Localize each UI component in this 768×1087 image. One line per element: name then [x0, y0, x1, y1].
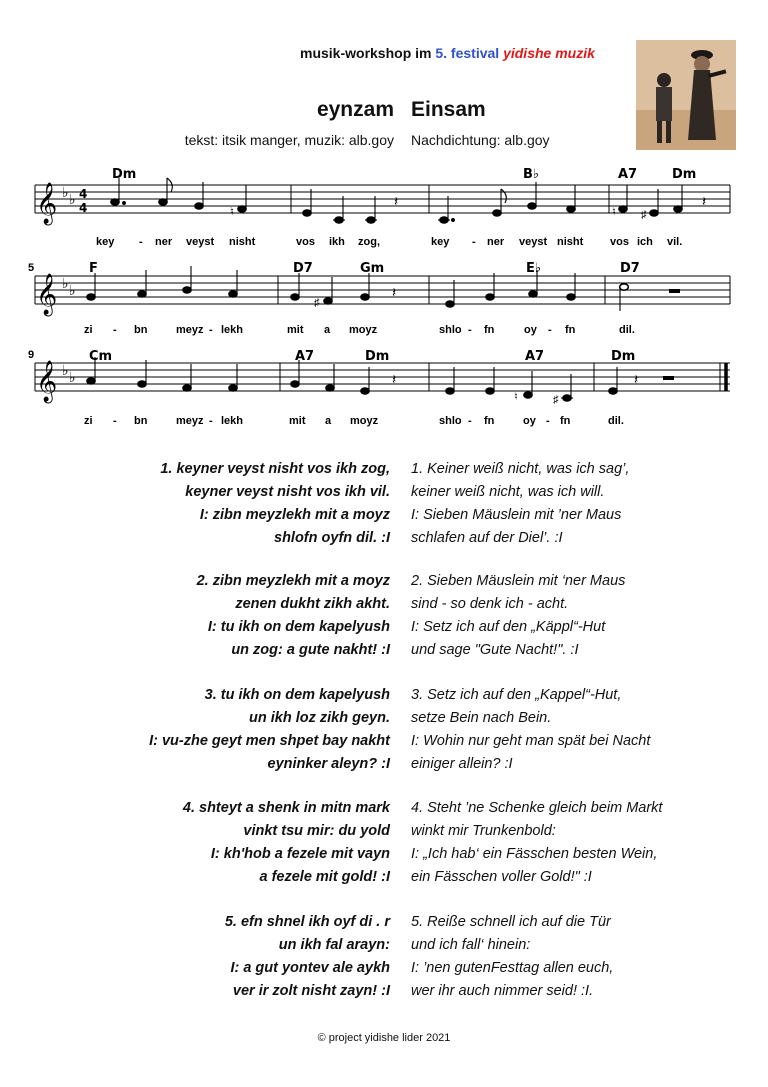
- note: [361, 388, 370, 394]
- note: [609, 388, 618, 394]
- verse-line: shlofn oyfn dil. :I: [274, 530, 390, 546]
- verse-line: keiner weiß nicht, was ich will.: [411, 484, 605, 500]
- note: [183, 385, 192, 391]
- verse-2-yiddish: [120, 570, 390, 662]
- flat-icon: ♭: [62, 185, 69, 201]
- verse-2-german: [411, 570, 741, 662]
- note: [619, 206, 628, 212]
- verse-line: 4. Steht ’ne Schenke gleich beim Markt: [411, 800, 663, 816]
- sharp-icon: ♯: [314, 297, 320, 309]
- note: [674, 206, 683, 212]
- lyric-syllable: nisht: [229, 236, 256, 248]
- natural-icon: ♮: [514, 391, 518, 403]
- lyric-syllable: moyz: [350, 415, 379, 427]
- lyric-syllable: ner: [155, 236, 173, 248]
- verse-line: I: tu ikh on dem kapelyush: [207, 619, 390, 635]
- lyric-syllable: meyz: [176, 415, 204, 427]
- chord-symbol: E♭: [526, 261, 542, 276]
- note: [486, 388, 495, 394]
- verse-line: keyner veyst nisht vos ikh vil.: [185, 484, 390, 500]
- verse-1-german: [411, 458, 741, 550]
- header-prefix: musik-workshop im: [300, 45, 436, 61]
- lyric-syllable: lekh: [221, 415, 244, 427]
- verse-line: einiger allein? :I: [411, 756, 513, 772]
- rest-icon: 𝄽: [702, 193, 707, 209]
- note: [291, 381, 300, 387]
- verse-line: un ikh fal arayn:: [278, 937, 390, 953]
- lyric-syllable: vil.: [667, 236, 683, 248]
- verse-3-yiddish: [120, 684, 390, 776]
- treble-clef-icon: 𝄞: [36, 361, 58, 402]
- lyric-syllable: fn: [565, 324, 576, 336]
- verse-line: 1. keyner veyst nisht vos ikh zog,: [160, 461, 390, 477]
- lyric-syllable: veyst: [519, 236, 548, 248]
- verse-line: a fezele mit gold! :I: [259, 869, 390, 885]
- measure-number: 5: [28, 262, 35, 274]
- lyric-syllable: bn: [134, 415, 148, 427]
- chord-symbol: A7: [618, 167, 638, 182]
- verse-line: I: kh'hob a fezele mit vayn: [210, 846, 390, 862]
- verse-line: I: Sieben Mäuslein mit ’ner Maus: [411, 507, 622, 523]
- sharp-icon: ♯: [641, 209, 647, 221]
- lyrics-row-2: [84, 324, 635, 336]
- treble-clef-icon: 𝄞: [36, 183, 58, 224]
- lyric-syllable: -: [546, 415, 550, 427]
- note: [87, 378, 96, 384]
- lyric-syllable: -: [468, 324, 472, 336]
- rest-icon: 𝄽: [392, 284, 397, 300]
- lyric-syllable: -: [113, 324, 117, 336]
- lyric-syllable: vos: [296, 236, 315, 248]
- verse-line: 3. tu ikh on dem kapelyush: [204, 687, 390, 703]
- lyric-syllable: a: [325, 415, 332, 427]
- note: [528, 203, 537, 209]
- credits-yiddish: tekst: itsik manger, muzik: alb.goy: [184, 132, 394, 148]
- flat-icon: ♭: [62, 363, 69, 379]
- lyric-syllable: -: [548, 324, 552, 336]
- lyric-syllable: -: [472, 236, 476, 248]
- measure-number: 9: [28, 349, 35, 361]
- chord-symbol: Cm: [89, 349, 113, 364]
- verse-line: zenen dukht zikh akht.: [235, 596, 390, 612]
- lyric-syllable: fn: [484, 324, 495, 336]
- note: [195, 203, 204, 209]
- lyric-syllable: zi: [84, 415, 93, 427]
- lyric-syllable: lekh: [221, 324, 244, 336]
- lyric-syllable: key: [96, 236, 115, 248]
- verse-line: und sage "Gute Nacht!". :I: [411, 642, 579, 658]
- natural-icon: ♮: [612, 206, 616, 218]
- lyric-syllable: moyz: [349, 324, 378, 336]
- chord-symbol: Gm: [360, 261, 385, 276]
- chord-symbol: Dm: [112, 167, 137, 182]
- lyric-syllable: -: [139, 236, 143, 248]
- verse-line: 1. Keiner weiß nicht, was ich sag’,: [411, 461, 630, 477]
- lyric-syllable: shlo: [439, 324, 462, 336]
- lyric-syllable: shlo: [439, 415, 462, 427]
- lyric-syllable: a: [324, 324, 331, 336]
- chord-symbol: B♭: [523, 167, 540, 182]
- note: [567, 206, 576, 212]
- note: [446, 301, 455, 307]
- lyric-syllable: mit: [287, 324, 304, 336]
- lyric-syllable: oy: [524, 324, 537, 336]
- chord-symbol: Dm: [611, 349, 636, 364]
- verse-line: I: Setz ich auf den „Käppl“-Hut: [411, 619, 606, 635]
- flat-icon: ♭: [69, 283, 76, 299]
- verse-line: ver ir zolt nisht zayn! :I: [232, 983, 390, 999]
- lyric-syllable: ikh: [329, 236, 345, 248]
- time-signature: 4: [79, 201, 88, 215]
- credits-german: Nachdichtung: alb.goy: [411, 132, 550, 148]
- verse-line: I: „Ich hab‘ ein Fässchen besten Wein,: [411, 846, 658, 862]
- rest-icon: 𝄽: [394, 193, 399, 209]
- verse-line: I: vu-zhe geyt men shpet bay nakht: [149, 733, 390, 749]
- rest-icon: [669, 289, 680, 293]
- note: [87, 294, 96, 300]
- notes-system-3: [87, 357, 674, 406]
- lyric-syllable: key: [431, 236, 450, 248]
- chord-symbol: D7: [620, 261, 640, 276]
- chord-symbol: A7: [295, 349, 315, 364]
- footer-copyright: © project yidishe lider 2021: [317, 1032, 451, 1044]
- lyric-syllable: -: [468, 415, 472, 427]
- verse-line: I: Wohin nur geht man spät bei Nacht: [411, 733, 651, 749]
- chord-row-1: [112, 167, 696, 182]
- verse-5-german: [411, 911, 741, 1003]
- lyric-syllable: -: [209, 415, 213, 427]
- note: [138, 291, 147, 297]
- lyrics-row-1: [96, 236, 682, 248]
- rest-icon: 𝄽: [392, 371, 397, 387]
- festival-number: 5.: [435, 45, 448, 61]
- lyric-syllable: zi: [84, 324, 93, 336]
- verse-1-yiddish: [120, 458, 390, 550]
- lyric-syllable: dil.: [608, 415, 624, 427]
- lyric-syllable: nisht: [557, 236, 584, 248]
- verse-line: 4. shteyt a shenk in mitn mark: [182, 800, 390, 816]
- verse-line: schlafen auf der Diel’. :I: [411, 530, 563, 546]
- lyric-syllable: fn: [484, 415, 495, 427]
- lyric-syllable: vos: [610, 236, 629, 248]
- lyric-syllable: veyst: [186, 236, 215, 248]
- verse-4-german: [411, 797, 741, 889]
- note: [111, 199, 120, 205]
- flat-icon: ♭: [69, 192, 76, 208]
- treble-clef-icon: 𝄞: [36, 274, 58, 315]
- yidishe-muzik: yidishe muzik: [503, 45, 595, 61]
- lyric-syllable: ich: [637, 236, 653, 248]
- lyric-syllable: bn: [134, 324, 148, 336]
- verse-line: sind - so denk ich - acht.: [411, 596, 569, 612]
- verse-line: eyninker aleyn? :I: [267, 756, 390, 772]
- verse-line: 3. Setz ich auf den „Kappel“-Hut,: [411, 687, 622, 703]
- verse-line: 2. zibn meyzlekh mit a moyz: [196, 573, 390, 589]
- note: [524, 392, 533, 398]
- verse-line: un ikh loz zikh geyn.: [249, 710, 390, 726]
- flat-icon: ♭: [69, 370, 76, 386]
- note: [486, 294, 495, 300]
- natural-icon: ♮: [230, 206, 234, 218]
- note: [229, 385, 238, 391]
- lyric-syllable: fn: [560, 415, 571, 427]
- chord-row-3: [89, 349, 635, 364]
- flat-icon: ♭: [62, 276, 69, 292]
- half-note: [620, 284, 629, 290]
- note: [183, 287, 192, 293]
- note: [567, 294, 576, 300]
- verse-line: winkt mir Trunkenbold:: [411, 823, 556, 839]
- lyric-syllable: -: [209, 324, 213, 336]
- lyric-syllable: -: [113, 415, 117, 427]
- lyric-syllable: zog,: [358, 236, 380, 248]
- note: [229, 291, 238, 297]
- chord-row-2: [89, 261, 640, 276]
- verse-line: vinkt tsu mir: du yold: [243, 823, 390, 839]
- festival-word: festival: [447, 45, 504, 61]
- chord-symbol: Dm: [672, 167, 697, 182]
- verse-line: I: ’nen gutenFesttag allen euch,: [411, 960, 614, 976]
- note: [361, 294, 370, 300]
- note: [650, 210, 659, 216]
- chord-symbol: F: [89, 261, 98, 276]
- note: [446, 388, 455, 394]
- lyrics-row-3: [84, 415, 624, 427]
- music-score: [0, 0, 768, 440]
- lyric-syllable: ner: [487, 236, 505, 248]
- verse-line: setze Bein nach Bein.: [411, 710, 552, 726]
- time-signature: 4: [79, 187, 88, 201]
- verse-5-yiddish: [120, 911, 390, 1003]
- chord-symbol: A7: [525, 349, 545, 364]
- verse-4-yiddish: [120, 797, 390, 889]
- verse-3-german: [411, 684, 741, 776]
- rest-icon: 𝄽: [634, 371, 639, 387]
- note: [529, 291, 538, 297]
- lyric-syllable: mit: [289, 415, 306, 427]
- chord-symbol: D7: [293, 261, 313, 276]
- note: [324, 298, 333, 304]
- note: [138, 381, 147, 387]
- note: [291, 294, 300, 300]
- note: [303, 210, 312, 216]
- verse-line: I: zibn meyzlekh mit a moyz: [199, 507, 390, 523]
- note: [493, 210, 502, 216]
- verse-line: 5. efn shnel ikh oyf di . r: [224, 914, 390, 930]
- sharp-icon: ♯: [553, 394, 559, 406]
- note: [238, 206, 247, 212]
- lyric-syllable: meyz: [176, 324, 204, 336]
- verse-line: wer ihr auch nimmer seid! :I.: [411, 983, 594, 999]
- verse-line: un zog: a gute nakht! :I: [231, 642, 390, 658]
- title-yiddish: eynzam: [316, 98, 394, 121]
- note: [326, 385, 335, 391]
- rest-icon: [663, 376, 674, 380]
- note: [159, 199, 168, 205]
- chord-symbol: Dm: [365, 349, 390, 364]
- lyric-syllable: dil.: [619, 324, 635, 336]
- verse-line: 2. Sieben Mäuslein mit ‘ner Maus: [411, 573, 626, 589]
- verse-line: I: a gut yontev ale aykh: [230, 960, 390, 976]
- verse-line: 5. Reiße schnell ich auf die Tür: [411, 914, 611, 930]
- verse-line: ein Fässchen voller Gold!" :I: [411, 869, 592, 885]
- lyric-syllable: oy: [523, 415, 536, 427]
- title-german: Einsam: [411, 98, 486, 121]
- verse-line: und ich fall‘ hinein:: [411, 937, 531, 953]
